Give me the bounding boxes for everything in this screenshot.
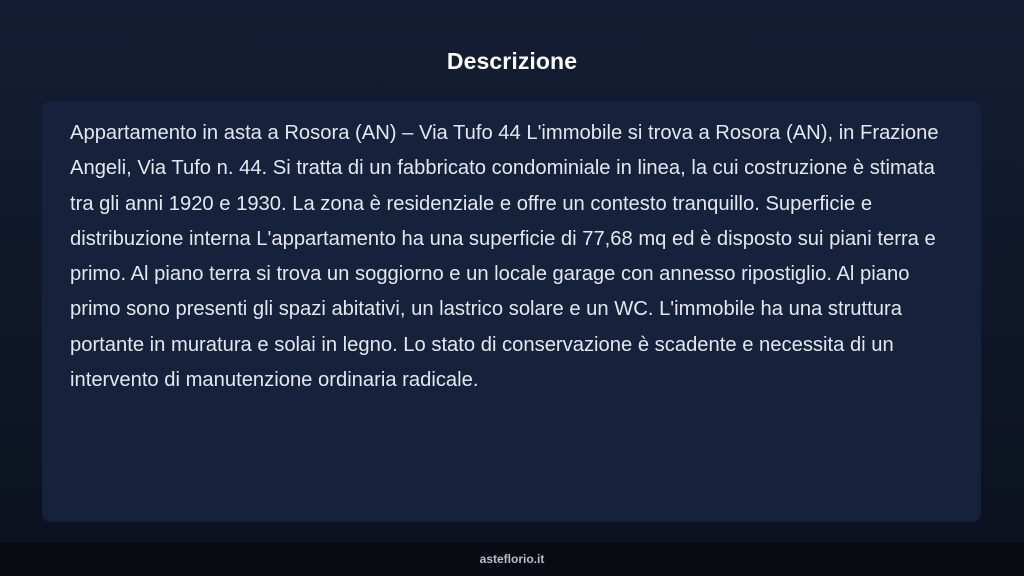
description-card: [42, 101, 981, 522]
footer-site-name: asteflorio.it: [479, 552, 545, 566]
page-title: Descrizione: [446, 48, 578, 74]
description-text: Appartamento in asta a Rosora (AN) – Via Tufo 44 L'immobile si trova a Rosora (AN), in Frazione Angeli, Via Tufo n. 44. Si tratta di un fabbricato condominiale in linea, la cui costruzione è stimata tra gli anni 1920 e 1930. La zona è residenziale e offre un contesto tranquillo. Superficie e distribuzione interna L'appartamento ha una superficie di 77,68 mq ed è disposto sui piani terra e primo. Al piano terra si trova un soggiorno e un locale garage con annesso ripostiglio. Al piano primo sono presenti gli spazi abitativi, un lastrico solare e un WC. L'immobile ha una struttura portante in muratura e solai in legno. Lo stato di conservazione è scadente e necessita di un intervento di manutenzione ordinaria radicale.: [70, 122, 939, 392]
